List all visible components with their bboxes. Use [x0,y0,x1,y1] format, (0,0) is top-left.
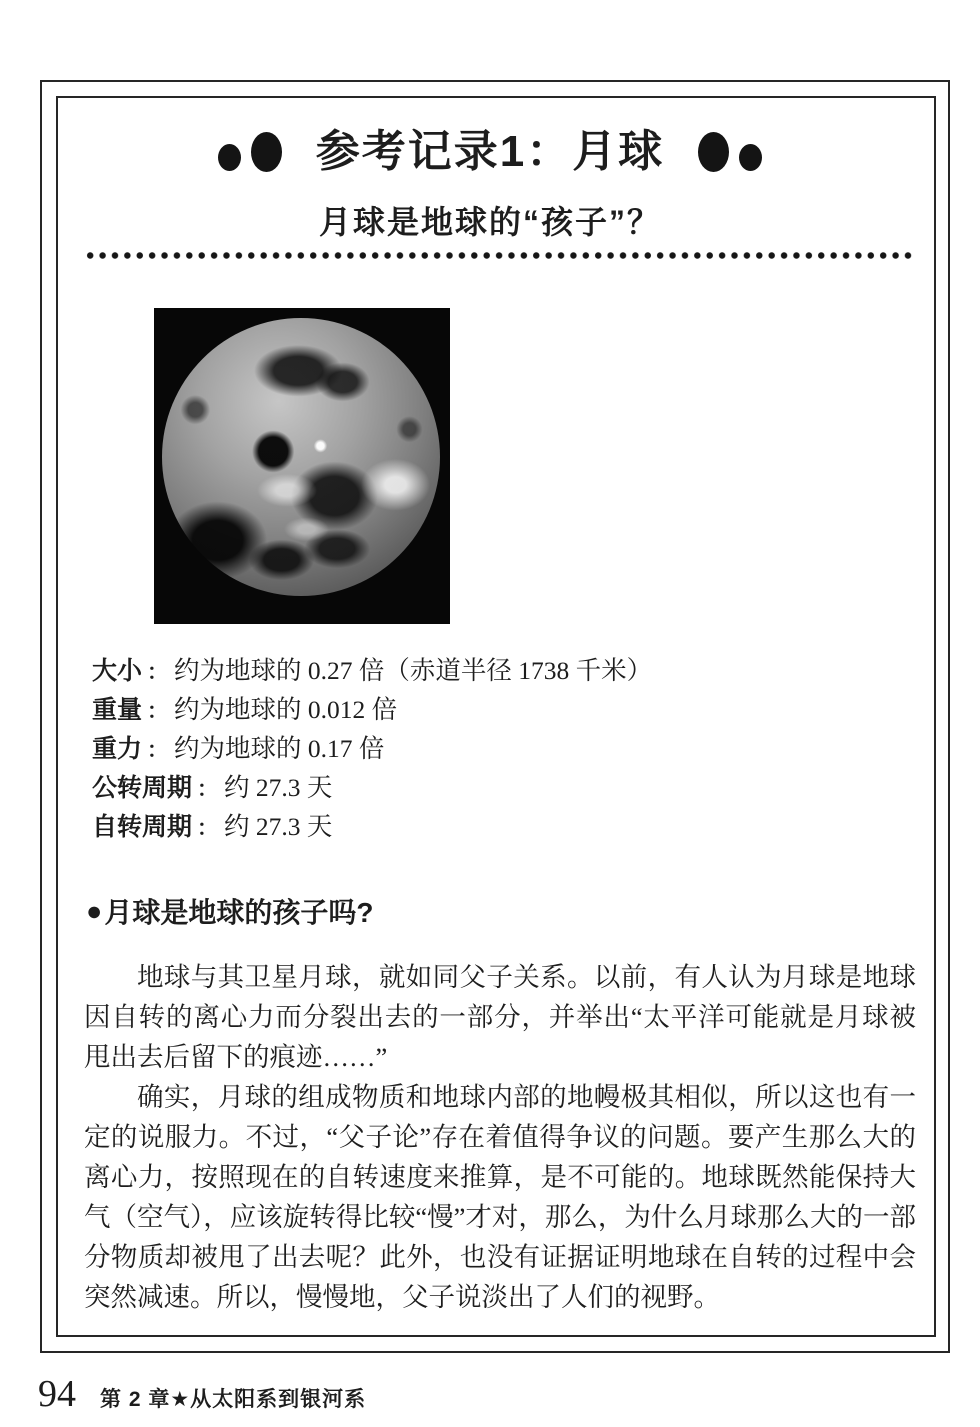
chapter-label: 第 2 章★从太阳系到银河系 [100,1388,367,1411]
spec-label: 公转周期 [92,774,193,802]
spec-value: 约为地球的 0.17 倍 [174,734,385,763]
spec-value: 约 27.3 天 [224,812,333,841]
moon-spec-list [92,651,652,846]
dotted-divider [84,249,916,262]
article-paragraph: 确实，月球的组成物质和地球内部的地幔极其相似，所以这也有一定的说服力。不过，“父子论”存在着值得争议的问题。要产生那么大的离心力，按照现在的自转速度来推算，是不可能的。地球既然能保持大气（空气），应该旋转得比较“慢”才对，那么，为什么月球那么大的一部分物质却被甩了出去呢？此外，也没有证据证明地球在自转的过程中会突然减速。所以，慢慢地，父子说淡出了人们的视野。 [84,1082,916,1312]
title-dot-icon [698,132,729,172]
spec-separator: ： [147,700,169,723]
moon-photo [154,308,450,624]
spec-row-size [92,651,652,690]
spec-label: 重量 [92,696,143,724]
spec-label: 大小 [92,657,143,685]
spec-row-orbital-period [92,768,652,807]
article-body [84,957,916,1317]
page-footer [38,1372,366,1416]
spec-separator: ： [197,817,219,840]
spec-row-gravity [92,729,652,768]
title-dot-icon [251,132,282,172]
chapter-title-row [0,124,980,180]
spec-label: 重力 [92,735,143,763]
spec-separator: ： [197,778,219,801]
title-dot-icon [739,144,762,171]
spec-value: 约为地球的 0.012 倍 [174,695,398,724]
spec-row-mass [92,690,652,729]
title-dot-icon [218,144,241,171]
bullet-icon: ● [86,895,103,926]
spec-separator: ： [147,739,169,762]
page-title: 参考记录1：月球 [315,127,665,176]
section-heading [86,891,373,931]
spec-value: 约为地球的 0.27 倍（赤道半径 1738 千米） [174,656,653,685]
page-subtitle: 月球是地球的“孩子”？ [318,204,661,240]
article-paragraph: 地球与其卫星月球，就如同父子关系。以前，有人认为月球是地球因自转的离心力而分裂出去的一部分，并举出“太平洋可能就是月球被甩出去后留下的痕迹……” [84,962,916,1072]
spec-value: 约 27.3 天 [224,773,333,802]
moon-image [162,318,440,596]
section-heading-text: 月球是地球的孩子吗? [104,897,374,928]
spec-label: 自转周期 [92,813,193,841]
spec-separator: ： [147,661,169,684]
spec-row-rotation-period [92,807,652,846]
page-number: 94 [38,1373,76,1415]
